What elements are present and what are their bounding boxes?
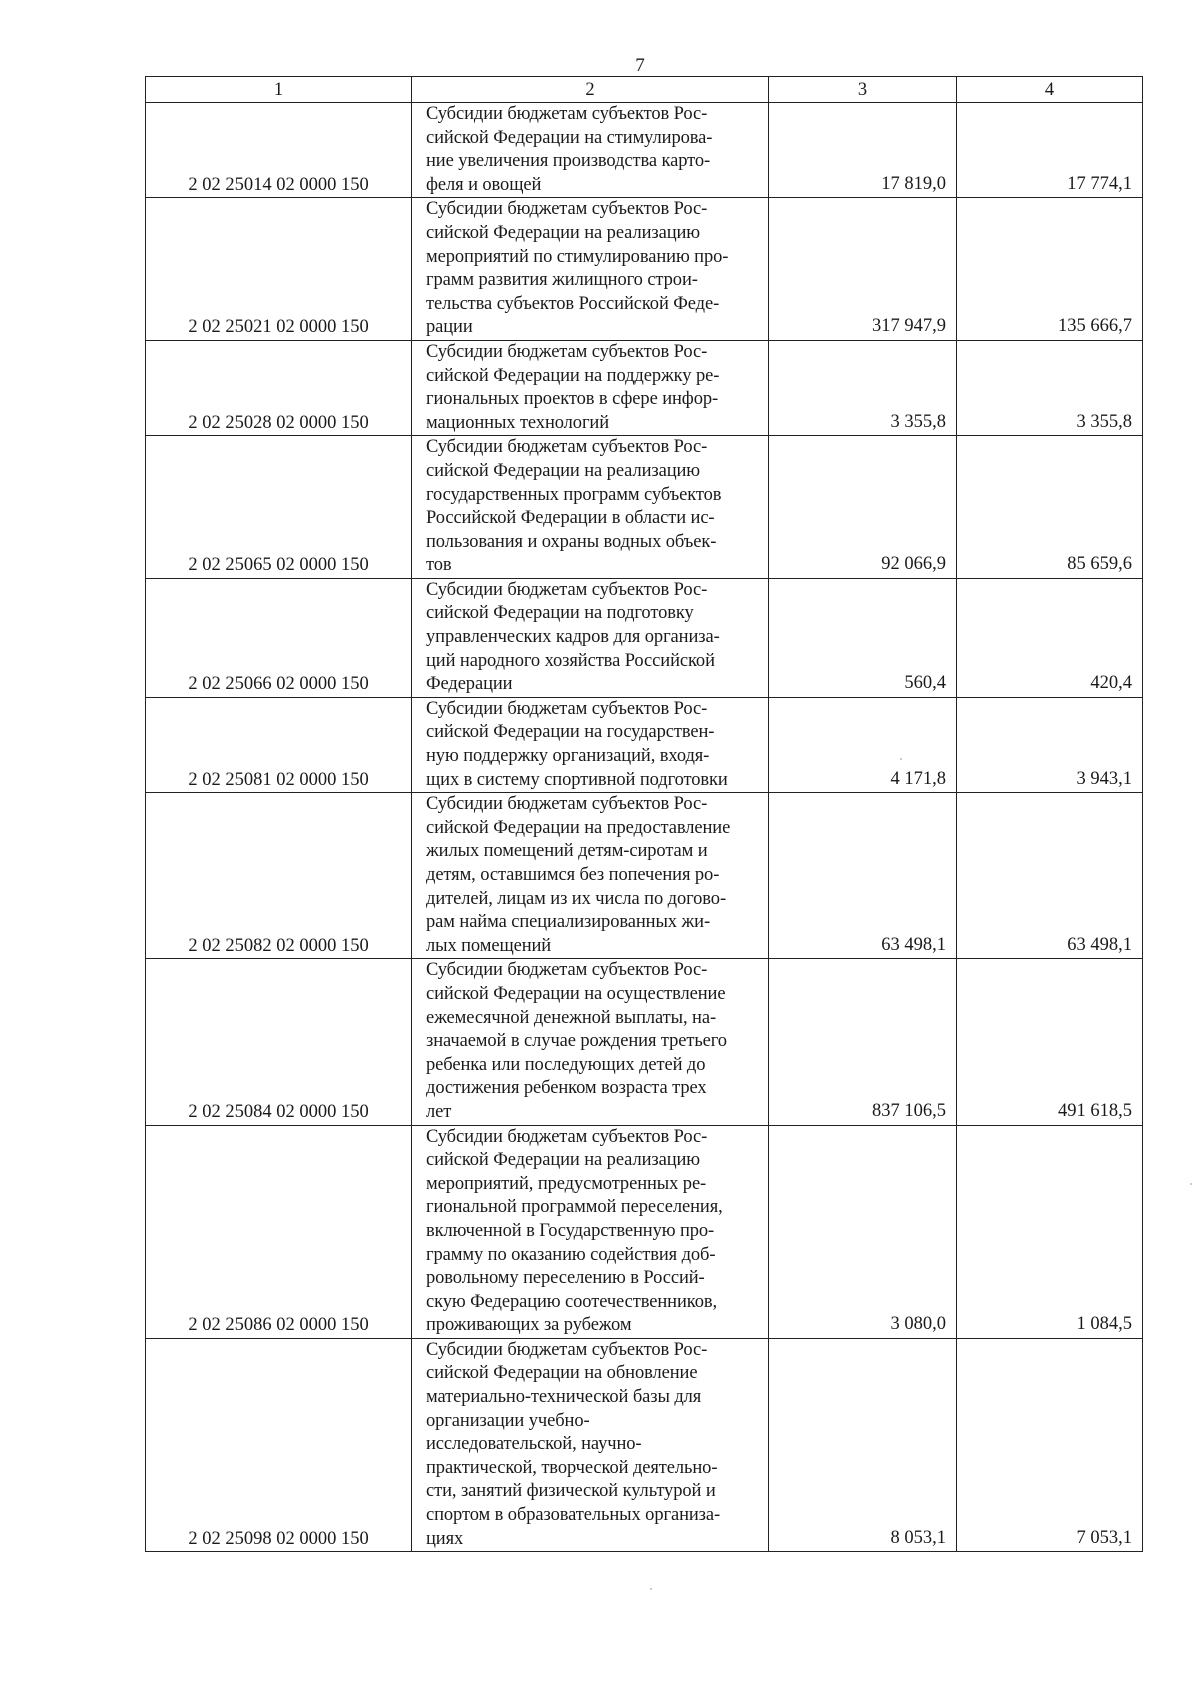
- budget-code-cell: 2 02 25084 02 0000 150: [146, 959, 412, 1125]
- description-line: детям, оставшимся без попечения ро-: [426, 865, 720, 885]
- description-line: значаемой в случае рождения третьего: [426, 1031, 727, 1052]
- table-row: [146, 340, 1143, 435]
- table-row: [146, 793, 1143, 959]
- table-row: [146, 697, 1143, 792]
- description-cell: [412, 436, 769, 579]
- table-body: [146, 103, 1143, 1552]
- description-line: достижения ребенком возраста трех: [426, 1078, 707, 1099]
- description-line: рации: [426, 317, 473, 338]
- amount-col3-cell: 3 355,8: [769, 340, 957, 435]
- amount-col3-cell: 837 106,5: [769, 959, 957, 1125]
- description-line: грамм развития жилищного строи-: [426, 270, 698, 291]
- description-line: проживающих за рубежом: [426, 1315, 632, 1336]
- description-line: сийской Федерации на государствен-: [426, 722, 715, 743]
- amount-col3-cell: 4 171,8: [769, 697, 957, 792]
- description-line: практической, творческой деятельно-: [426, 1457, 718, 1478]
- amount-col3-cell: 317 947,9: [769, 198, 957, 341]
- budget-code-cell: 2 02 25021 02 0000 150: [146, 198, 412, 341]
- amount-col4-cell: 135 666,7: [957, 198, 1143, 341]
- description-line: мероприятий по стимулированию про-: [426, 246, 729, 267]
- description-line: ние увеличения производства карто-: [426, 151, 711, 172]
- column-header-4: 4: [957, 77, 1143, 103]
- description-line: Субсидии бюджетам субъектов Рос-: [426, 199, 708, 220]
- description-line: Российской Федерации в области ис-: [426, 508, 715, 529]
- description-line: Субсидии бюджетам субъектов Рос-: [426, 104, 708, 124]
- description-cell: [412, 198, 769, 341]
- amount-col3-cell: 92 066,9: [769, 436, 957, 579]
- description-line: сийской Федерации на осуществление: [426, 983, 726, 1004]
- description-line: тов: [426, 555, 452, 576]
- budget-code-cell: 2 02 25014 02 0000 150: [146, 103, 412, 198]
- table-row: [146, 959, 1143, 1125]
- amount-col4-cell: 491 618,5: [957, 959, 1143, 1125]
- description-cell: [412, 697, 769, 792]
- table-row: [146, 103, 1143, 198]
- budget-code-cell: 2 02 25098 02 0000 150: [146, 1338, 412, 1551]
- table-header-row: [146, 77, 1143, 103]
- amount-col4-cell: 85 659,6: [957, 436, 1143, 579]
- description-line: ежемесячной денежной выплаты, на-: [426, 1007, 716, 1028]
- description-line: гиональных проектов в сфере инфор-: [426, 389, 719, 410]
- description-line: пользования и охраны водных объек-: [426, 531, 717, 552]
- description-line: мероприятий, предусмотренных ре-: [426, 1173, 707, 1194]
- amount-col4-cell: 7 053,1: [957, 1338, 1143, 1551]
- description-line: сийской Федерации на реализацию: [426, 1150, 701, 1171]
- description-line: лых помещений: [426, 935, 552, 956]
- amount-col4-cell: 420,4: [957, 578, 1143, 697]
- description-cell: [412, 103, 769, 198]
- description-line: скую Федерацию соотечественников,: [426, 1291, 718, 1312]
- description-cell: [412, 1338, 769, 1551]
- description-cell: [412, 1125, 769, 1338]
- amount-col3-cell: 8 053,1: [769, 1338, 957, 1551]
- budget-code-cell: 2 02 25066 02 0000 150: [146, 578, 412, 697]
- description-line: Субсидии бюджетам субъектов Рос-: [426, 1339, 708, 1360]
- description-line: рам найма специализированных жи-: [426, 912, 711, 933]
- amount-col3-cell: 3 080,0: [769, 1125, 957, 1338]
- budget-code-cell: 2 02 25065 02 0000 150: [146, 436, 412, 579]
- amount-col3-cell: 560,4: [769, 578, 957, 697]
- description-line: жилых помещений детям-сиротам и: [426, 841, 708, 862]
- table-row: [146, 578, 1143, 697]
- amount-col3-cell: 17 819,0: [769, 103, 957, 198]
- description-line: тельства субъектов Российской Феде-: [426, 293, 720, 314]
- description-line: Субсидии бюджетам субъектов Рос-: [426, 341, 708, 362]
- budget-code-cell: 2 02 25082 02 0000 150: [146, 793, 412, 959]
- description-line: сийской Федерации на обновление: [426, 1363, 698, 1384]
- description-line: Субсидии бюджетам субъектов Рос-: [426, 1126, 708, 1147]
- column-header-2: 2: [412, 77, 769, 103]
- description-line: сийской Федерации на реализацию: [426, 222, 701, 243]
- budget-code-cell: 2 02 25081 02 0000 150: [146, 697, 412, 792]
- description-line: исследовательской, научно-: [426, 1434, 642, 1455]
- description-line: мационных технологий: [426, 412, 610, 433]
- budget-code-cell: 2 02 25086 02 0000 150: [146, 1125, 412, 1338]
- amount-col3-cell: 63 498,1: [769, 793, 957, 959]
- description-line: сийской Федерации на стимулирова-: [426, 127, 713, 148]
- description-line: ций народного хозяйства Российской: [426, 650, 715, 671]
- description-line: спортом в образовательных организа-: [426, 1505, 721, 1526]
- description-line: Субсидии бюджетам субъектов Рос-: [426, 698, 708, 719]
- description-line: Субсидии бюджетам субъектов Рос-: [426, 794, 708, 815]
- description-line: включенной в Государственную про-: [426, 1220, 715, 1241]
- description-cell: [412, 959, 769, 1125]
- description-line: сийской Федерации на подготовку: [426, 603, 694, 624]
- scan-speck: [650, 1588, 652, 1590]
- amount-col4-cell: 3 355,8: [957, 340, 1143, 435]
- amount-col4-cell: 3 943,1: [957, 697, 1143, 792]
- scan-speck: [900, 758, 902, 760]
- description-line: сийской Федерации на поддержку ре-: [426, 365, 720, 386]
- description-line: Субсидии бюджетам субъектов Рос-: [426, 437, 708, 458]
- description-line: Федерации: [426, 674, 513, 695]
- description-line: организации учебно-: [426, 1410, 590, 1431]
- description-line: лет: [426, 1101, 452, 1122]
- description-line: ровольному переселению в Россий-: [426, 1268, 705, 1289]
- description-line: управленческих кадров для организа-: [426, 627, 720, 648]
- description-cell: [412, 578, 769, 697]
- description-line: государственных программ субъектов: [426, 484, 722, 505]
- scan-speck: [1190, 1183, 1192, 1185]
- amount-col4-cell: 63 498,1: [957, 793, 1143, 959]
- description-line: сти, занятий физической культурой и: [426, 1481, 716, 1502]
- budget-table: [145, 76, 1143, 1552]
- description-line: ную поддержку организаций, входя-: [426, 746, 710, 767]
- budget-code-cell: 2 02 25028 02 0000 150: [146, 340, 412, 435]
- description-line: грамму по оказанию содействия доб-: [426, 1244, 716, 1265]
- page-number: 7: [635, 55, 645, 76]
- description-line: щих в систему спортивной подготовки: [426, 769, 728, 790]
- description-line: сийской Федерации на предоставление: [426, 817, 731, 838]
- description-line: Субсидии бюджетам субъектов Рос-: [426, 579, 708, 600]
- description-line: гиональной программой переселения,: [426, 1197, 723, 1218]
- table-row: [146, 1338, 1143, 1551]
- table-row: [146, 198, 1143, 341]
- amount-col4-cell: 17 774,1: [957, 103, 1143, 198]
- description-line: ребенка или последующих детей до: [426, 1054, 706, 1075]
- description-line: феля и овощей: [426, 174, 542, 195]
- description-line: дителей, лицам из их числа по догово-: [426, 888, 727, 909]
- amount-col4-cell: 1 084,5: [957, 1125, 1143, 1338]
- description-line: сийской Федерации на реализацию: [426, 460, 701, 481]
- description-line: материально-технической базы для: [426, 1387, 702, 1408]
- description-line: циях: [426, 1528, 464, 1549]
- table-row: [146, 1125, 1143, 1338]
- column-header-3: 3: [769, 77, 957, 103]
- description-line: Субсидии бюджетам субъектов Рос-: [426, 960, 708, 981]
- description-cell: [412, 340, 769, 435]
- table-row: [146, 436, 1143, 579]
- description-cell: [412, 793, 769, 959]
- column-header-1: 1: [146, 77, 412, 103]
